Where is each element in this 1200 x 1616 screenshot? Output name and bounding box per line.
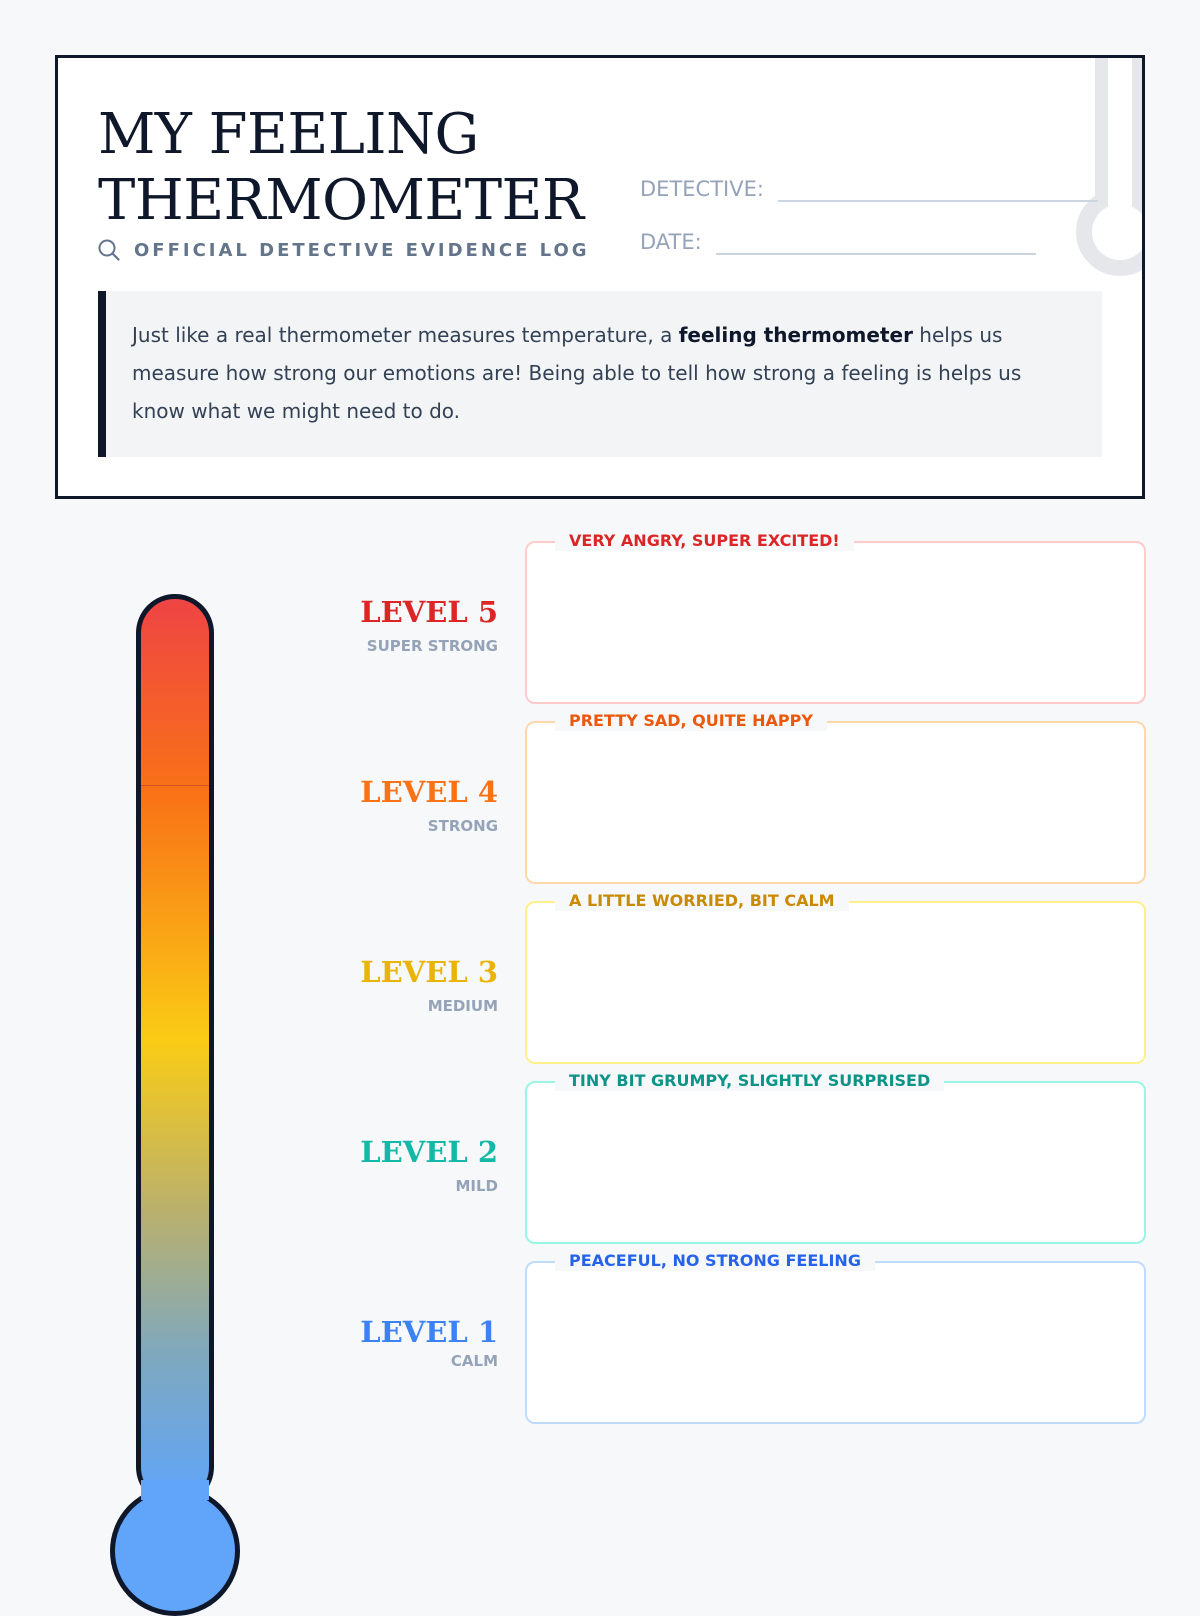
page-title: MY FEELING THERMOMETER [98, 102, 584, 233]
level-3-sub: MEDIUM [427, 997, 498, 1015]
subtitle: OFFICIAL DETECTIVE EVIDENCE LOG [98, 238, 590, 262]
level-3-example: A LITTLE WORRIED, BIT CALM [555, 891, 849, 911]
level-3-title: LEVEL 3 [360, 955, 498, 989]
level-3-box[interactable] [525, 891, 1146, 1064]
level-2-sub: MILD [455, 1177, 498, 1195]
detective-label: DETECTIVE: [640, 177, 764, 201]
date-line[interactable] [716, 229, 1036, 255]
level-5-sub: SUPER STRONG [366, 637, 498, 655]
level-2-title: LEVEL 2 [360, 1135, 498, 1169]
level-1-title: LEVEL 1 [360, 1315, 498, 1349]
detective-line[interactable] [778, 176, 1098, 202]
detective-field [640, 176, 1098, 202]
level-2-box[interactable] [525, 1071, 1146, 1244]
level-4-sub: STRONG [427, 817, 498, 835]
thermometer-tube [136, 594, 214, 1506]
magnifier-icon [98, 239, 120, 261]
thermometer-bulb [110, 1486, 240, 1616]
date-field [640, 229, 1036, 255]
level-5-title: LEVEL 5 [360, 595, 498, 629]
level-1-sub: CALM [450, 1352, 498, 1370]
level-4-title: LEVEL 4 [360, 775, 498, 809]
thermometer-watermark-icon [1058, 55, 1145, 292]
level-4-example: PRETTY SAD, QUITE HAPPY [555, 711, 827, 731]
level-1-example: PEACEFUL, NO STRONG FEELING [555, 1251, 875, 1271]
level-5-box[interactable] [525, 531, 1146, 704]
header-card [55, 55, 1145, 499]
level-5-example: VERY ANGRY, SUPER EXCITED! [555, 531, 854, 551]
tube-tick [141, 785, 209, 786]
level-4-box[interactable] [525, 711, 1146, 884]
level-2-example: TINY BIT GRUMPY, SLIGHTLY SURPRISED [555, 1071, 944, 1091]
date-label: DATE: [640, 230, 702, 254]
intro-paragraph: Just like a real thermometer measures temperature, a feeling thermometer helps us measure how strong our emotions are! Being able to tell how strong a feeling is helps us know what we might need to do. [98, 291, 1102, 457]
level-1-box[interactable] [525, 1251, 1146, 1424]
thermometer-bulb-join [141, 1480, 209, 1500]
